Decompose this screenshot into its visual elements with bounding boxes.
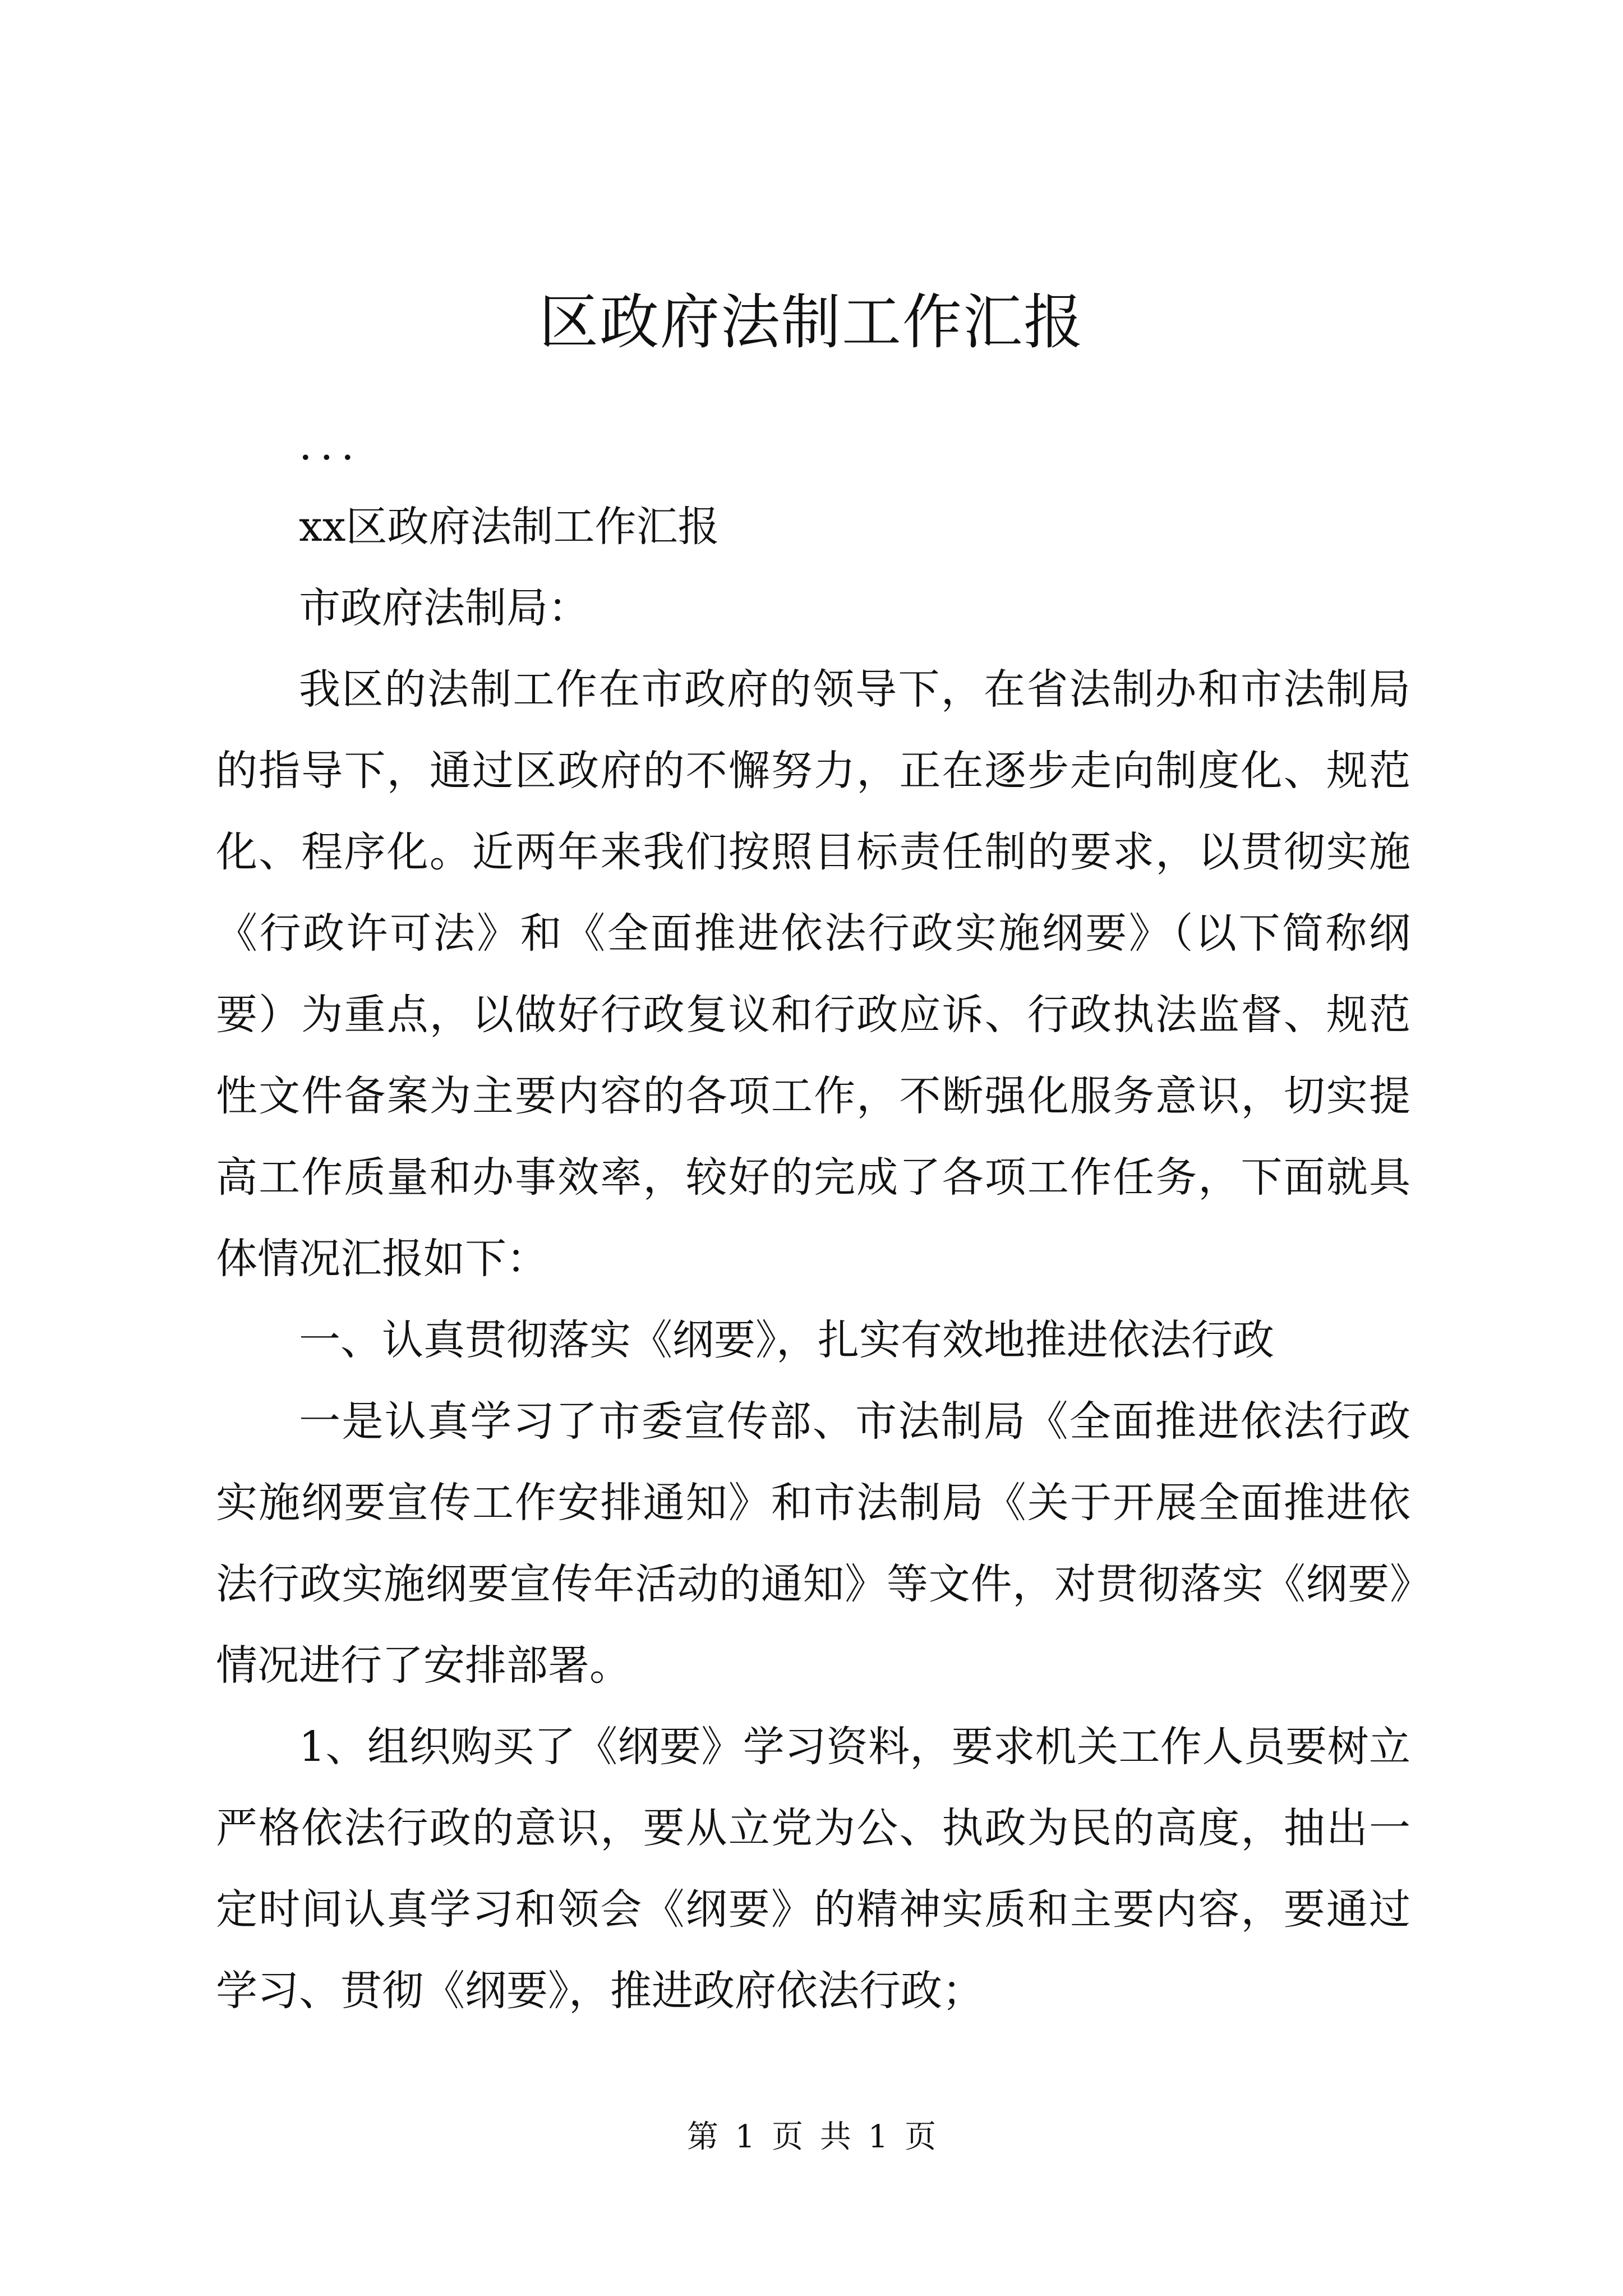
section-heading-1: 一、认真贯彻落实《纲要》，扎实有效地推进依法行政 — [299, 1316, 1274, 1364]
document-title: 区政府法制工作汇报 — [539, 288, 1084, 357]
page-footer: 第 1 页 共 1 页 — [686, 2119, 937, 2155]
paragraph-intro: 我区的法制工作在市政府的领导下，在省法制办和市法制局的指导下，通过区政府的不懈努力，正在逐步走向制度化、规范化、程序化。近两年来我们按照目标责任制的要求，以贯彻实施《行政许可法》和《全面推进依法行政实施纲要》（以下简称纲要）为重点，以做好行政复议和行政应诉、行政执法监督、规范性文件备案为主要内容的各项工作，不断强化服务意识，切实提高工作质量和办事效率，较好的完成了各项工作任务，下面就具体情况汇报如下： — [216, 665, 1410, 1283]
addressee: 市政府法制局： — [299, 584, 589, 632]
document-body — [216, 405, 1410, 2032]
report-subtitle: xx区政府法制工作汇报 — [299, 503, 720, 551]
ellipsis-line: ... — [299, 421, 362, 470]
paragraph-study: 一是认真学习了市委宣传部、市法制局《全面推进依法行政实施纲要宣传工作安排通知》和市法制局《关于开展全面推进依法行政实施纲要宣传年活动的通知》等文件，对贯彻落实《纲要》情况进行了安排部署。 — [216, 1397, 1410, 1690]
paragraph-item-1: 1、组织购买了《纲要》学习资料，要求机关工作人员要树立严格依法行政的意识，要从立党为公、执政为民的高度，抽出一定时间认真学习和领会《纲要》的精神实质和主要内容，要通过学习、贯彻《纲要》，推进政府依法行政； — [216, 1723, 1410, 2015]
